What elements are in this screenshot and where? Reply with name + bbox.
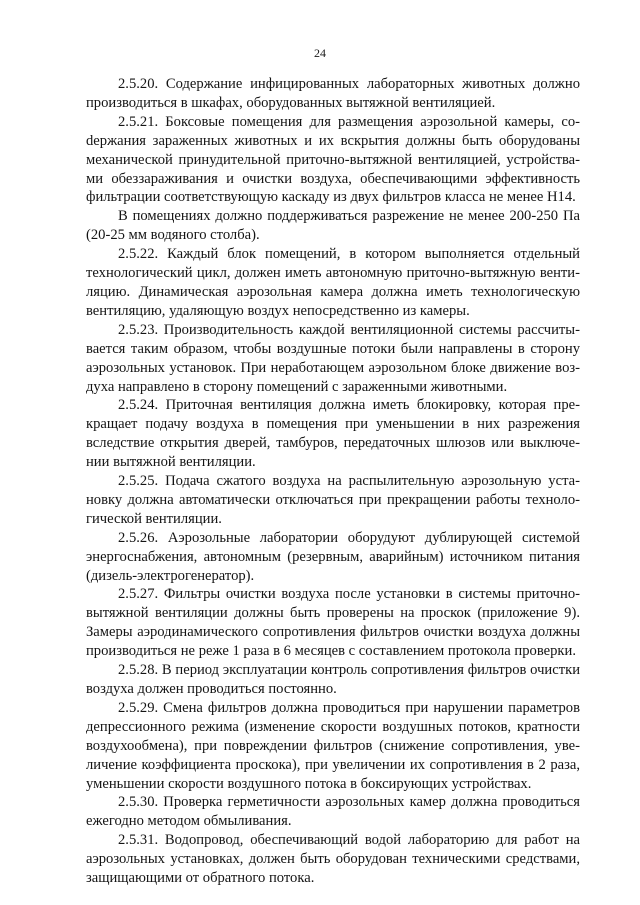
paragraph-2-5-29: 2.5.29. Смена фильтров должна проводиться при нарушении параметров депрессионного режима (изменение скорости воздушных потоков, кратности воздухообмена), при повреждении фильтров (снижение сопротивления, увеличение коэффициента проскока), при увеличении их сопротивления в 2 раза, уменьшении скорости воздушного потока в боксирующих устройствах. [86, 699, 580, 792]
paragraph-2-5-28: 2.5.28. В период эксплуатации контроль сопротивления фильтров очистки воздуха должен проводиться постоянно. [86, 662, 580, 697]
paragraph-2-5-22: 2.5.22. Каждый блок помещений, в котором выполняется отдельный технологический цикл, должен иметь автономную приточно-вытяжную вентиляцию. Динамическая аэрозольная камера должна иметь технологическую вентиляцию, удаляющую воздух непосредственно из камеры. [86, 246, 580, 319]
paragraph-2-5-30: 2.5.30. Проверка герметичности аэрозольных камер должна проводиться ежегодно методом обмыливания. [86, 794, 580, 830]
paragraph-2-5-20: 2.5.20. Содержание инфицированных лабораторных животных должно производиться в шкафах, оборудованных вытяжной вентиляцией. [86, 76, 580, 111]
paragraph-2-5-24: 2.5.24. Приточная вентиляция должна иметь блокировку, которая прекращает подачу воздуха в помещения при уменьшении в них разрежения вследствие открытия дверей, тамбуров, передаточных шлюзов или выключении вытяжной вентиляции. [86, 397, 580, 471]
paragraph-2-5-31: 2.5.31. Водопровод, обеспечивающий водой лабораторию для работ на аэрозольных установках, должен быть оборудован техническими средствами, защищающими от обратного потока. [86, 832, 580, 887]
paragraph-2-5-25: 2.5.25. Подача сжатого воздуха на распылительную аэрозольную установку должна автоматически отключаться при прекращении работы технологической вентиляции. [86, 473, 580, 527]
paragraph-2-5-21: 2.5.21. Боксовые помещения для размещения аэрозольной камеры, соdержания зараженных животных и их вскрытия должны быть оборудованы механической принудительной приточно-вытяжной вентиляцией, устройствами обеззараживания и очистки воздуха, обеспечивающими эффективность фильтрации соответствующую каскаду из двух фильтров класса не менее H14. [86, 113, 580, 206]
page-number: 24 [314, 46, 326, 60]
paragraph-2-5-26: 2.5.26. Аэрозольные лаборатории оборудуют дублирующей системой энергоснабжения, автономным (резервным, аварийным) источником питания (дизель-электрогенератор). [86, 529, 580, 584]
paragraph-2-5-21-pressure: В помещениях должно поддерживаться разрежение не менее 200-250 Па (20-25 мм водяного столба). [86, 208, 580, 244]
paragraph-2-5-23: 2.5.23. Производительность каждой вентиляционной системы рассчитывается таким образом, чтобы воздушные потоки были направлены в сторону аэрозольных установок. При неработающем аэрозольном блоке движение воздуха направлено в сторону помещений с зараженными животными. [86, 321, 580, 395]
document-body [86, 75, 580, 888]
paragraph-2-5-27: 2.5.27. Фильтры очистки воздуха после установки в системы приточно-вытяжной вентиляции должны быть проверены на проскок (приложение 9). Замеры аэродинамического сопротивления фильтров очистки воздуха должны производиться не реже 1 раза в 6 месяцев с составлением протокола проверки. [86, 586, 580, 660]
